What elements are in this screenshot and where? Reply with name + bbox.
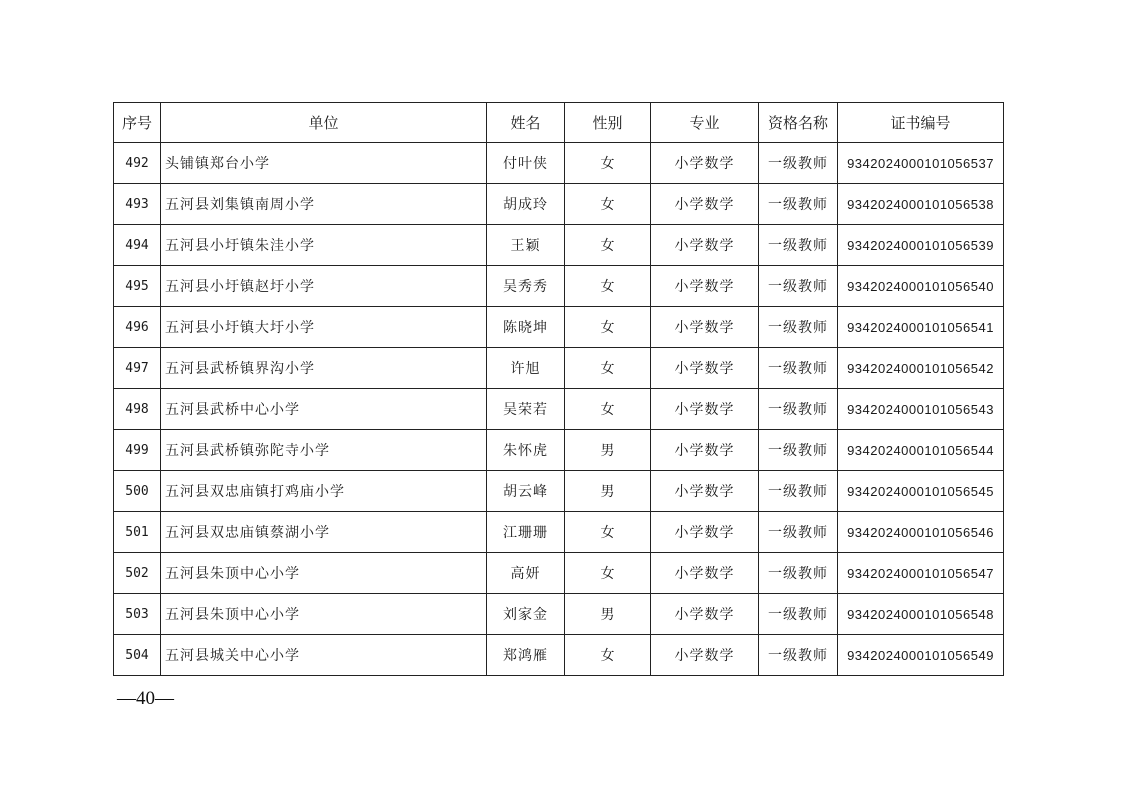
cell-major: 小学数学 [651,594,759,635]
cell-gender: 女 [565,553,651,594]
cell-major: 小学数学 [651,266,759,307]
cell-certificate-number: 934202400010105​6537 [838,143,1004,184]
cell-gender: 女 [565,389,651,430]
table-row [114,307,1004,348]
cell-major: 小学数学 [651,307,759,348]
table-row [114,143,1004,184]
cell-unit: 五河县武桥中心小学 [161,389,487,430]
cell-unit: 五河县城关中心小学 [161,635,487,676]
table-row [114,225,1004,266]
cell-serial: 503 [114,594,161,635]
header-certificate-number: 证书编号 [838,103,1004,143]
cell-certificate-number: 9342024000101056539 [838,225,1004,266]
cell-unit: 五河县小圩镇赵圩小学 [161,266,487,307]
cell-unit: 五河县刘集镇南周小学 [161,184,487,225]
cell-unit: 五河县武桥镇界沟小学 [161,348,487,389]
cell-major: 小学数学 [651,512,759,553]
cell-name: 王颖 [487,225,565,266]
page-number: —40— [117,688,174,709]
cell-qualification: 一级教师 [759,635,838,676]
header-major: 专业 [651,103,759,143]
header-gender: 性别 [565,103,651,143]
cell-serial: 492 [114,143,161,184]
cell-gender: 女 [565,307,651,348]
cell-gender: 女 [565,266,651,307]
table-row [114,512,1004,553]
cell-major: 小学数学 [651,348,759,389]
cell-major: 小学数学 [651,635,759,676]
cell-serial: 500 [114,471,161,512]
cell-qualification: 一级教师 [759,594,838,635]
table-row [114,184,1004,225]
cell-unit: 头铺镇郑台小学 [161,143,487,184]
cell-serial: 496 [114,307,161,348]
cell-major: 小学数学 [651,471,759,512]
cell-certificate-number: 9342024000101056549 [838,635,1004,676]
header-unit: 单位 [161,103,487,143]
cell-gender: 女 [565,143,651,184]
cell-serial: 497 [114,348,161,389]
cell-gender: 女 [565,635,651,676]
cell-qualification: 一级教师 [759,471,838,512]
cell-unit: 五河县双忠庙镇打鸡庙小学 [161,471,487,512]
cell-certificate-number: 9342024000101056538 [838,184,1004,225]
cell-unit: 五河县朱顶中心小学 [161,553,487,594]
cell-name: 陈晓坤 [487,307,565,348]
cell-gender: 男 [565,430,651,471]
cell-major: 小学数学 [651,225,759,266]
table-row [114,389,1004,430]
cell-major: 小学数学 [651,553,759,594]
cell-certificate-number: 9342024000101056542 [838,348,1004,389]
cell-certificate-number: 9342024000101056543 [838,389,1004,430]
cell-major: 小学数学 [651,389,759,430]
cell-gender: 男 [565,471,651,512]
cell-qualification: 一级教师 [759,184,838,225]
table-row [114,266,1004,307]
header-serial: 序号 [114,103,161,143]
cell-qualification: 一级教师 [759,225,838,266]
cell-unit: 五河县朱顶中心小学 [161,594,487,635]
cell-gender: 女 [565,512,651,553]
cell-name: 高妍 [487,553,565,594]
cell-major: 小学数学 [651,143,759,184]
cell-name: 吴荣若 [487,389,565,430]
cell-qualification: 一级教师 [759,348,838,389]
cell-serial: 499 [114,430,161,471]
cell-name: 刘家金 [487,594,565,635]
cell-qualification: 一级教师 [759,143,838,184]
table-row [114,635,1004,676]
cell-certificate-number: 9342024000101056540 [838,266,1004,307]
cell-serial: 502 [114,553,161,594]
cell-name: 吴秀秀 [487,266,565,307]
cell-unit: 五河县小圩镇大圩小学 [161,307,487,348]
cell-certificate-number: 9342024000101056546 [838,512,1004,553]
cell-certificate-number: 9342024000101056541 [838,307,1004,348]
cell-qualification: 一级教师 [759,307,838,348]
cell-qualification: 一级教师 [759,512,838,553]
cell-serial: 494 [114,225,161,266]
cell-gender: 男 [565,594,651,635]
cell-certificate-number: 9342024000101056548 [838,594,1004,635]
header-row [114,103,1004,143]
roster-table [113,102,1004,676]
cell-name: 朱怀虎 [487,430,565,471]
cell-serial: 504 [114,635,161,676]
cell-major: 小学数学 [651,430,759,471]
cell-unit: 五河县小圩镇朱洼小学 [161,225,487,266]
cell-qualification: 一级教师 [759,389,838,430]
cell-name: 许旭 [487,348,565,389]
cell-certificate-number: 9342024000101056547 [838,553,1004,594]
cell-name: 胡成玲 [487,184,565,225]
cell-name: 郑鸿雁 [487,635,565,676]
header-qualification: 资格名称 [759,103,838,143]
table-row [114,471,1004,512]
cell-certificate-number: 9342024000101056545 [838,471,1004,512]
table-row [114,594,1004,635]
cell-serial: 501 [114,512,161,553]
cell-serial: 495 [114,266,161,307]
table-row [114,430,1004,471]
cell-qualification: 一级教师 [759,430,838,471]
table-row [114,348,1004,389]
cell-serial: 493 [114,184,161,225]
table-row [114,553,1004,594]
cell-serial: 498 [114,389,161,430]
cell-gender: 女 [565,184,651,225]
cell-name: 付叶侠 [487,143,565,184]
cell-major: 小学数学 [651,184,759,225]
cell-name: 江珊珊 [487,512,565,553]
header-name: 姓名 [487,103,565,143]
roster-table-wrapper [113,102,1004,676]
cell-qualification: 一级教师 [759,266,838,307]
cell-qualification: 一级教师 [759,553,838,594]
cell-certificate-number: 9342024000101056544 [838,430,1004,471]
cell-name: 胡云峰 [487,471,565,512]
cell-gender: 女 [565,225,651,266]
cell-unit: 五河县武桥镇弥陀寺小学 [161,430,487,471]
table-body [114,143,1004,676]
cell-gender: 女 [565,348,651,389]
cell-unit: 五河县双忠庙镇蔡湖小学 [161,512,487,553]
